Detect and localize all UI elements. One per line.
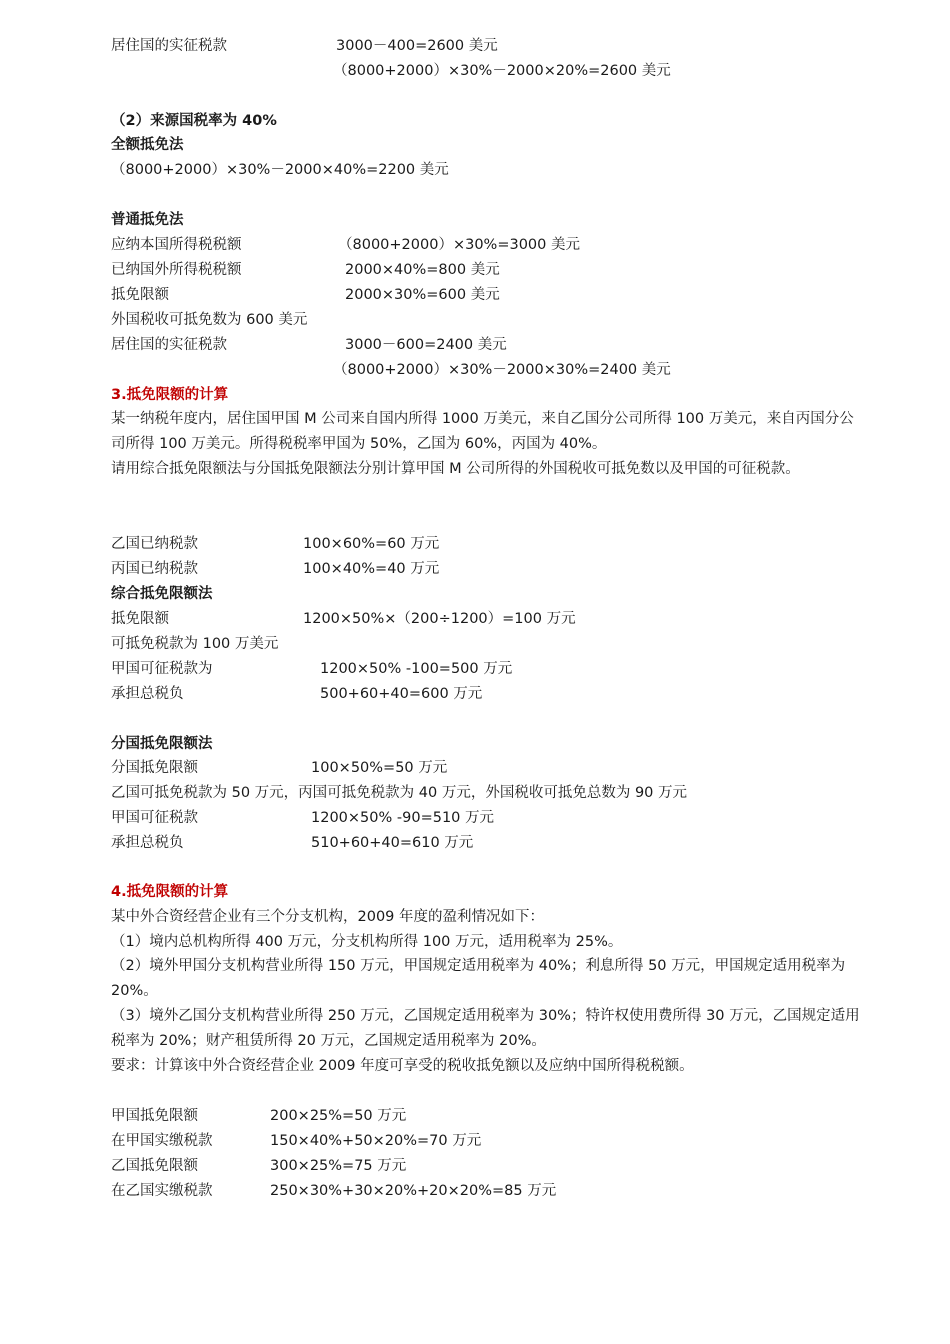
- row-value: 200×25%=50 万元: [270, 1108, 407, 1124]
- row-value: 1200×50% -100=500 万元: [320, 661, 513, 677]
- s1-row: [111, 36, 498, 56]
- row-label: 承担总税负: [111, 686, 184, 702]
- section4-title: 4.抵免限额的计算: [111, 884, 229, 900]
- s4-row: [111, 1181, 557, 1201]
- s3-sep-row: [111, 758, 448, 778]
- per-country-method-title: 分国抵免限额法: [111, 736, 213, 752]
- row-value: 300×25%=75 万元: [270, 1158, 407, 1174]
- s4-row: [111, 1131, 482, 1151]
- row-label: 甲国可征税款: [111, 810, 198, 826]
- s3-row: [111, 559, 440, 579]
- row-label: 甲国可征税款为: [111, 661, 213, 677]
- s2-row: [111, 335, 507, 355]
- row-value: 100×60%=60 万元: [303, 536, 440, 552]
- s3-comp-row: [111, 659, 513, 679]
- row-value: 100×50%=50 万元: [311, 760, 448, 776]
- row-value: 3000－600=2400 美元: [345, 337, 507, 353]
- s3-comp-row: [111, 634, 278, 654]
- row-label: 居住国的实征税款: [111, 38, 227, 54]
- s2-extra-line: （8000+2000）×30%－2000×30%=2400 美元: [333, 362, 671, 378]
- row-label: 已纳国外所得税税额: [111, 262, 242, 278]
- row-label: 乙国抵免限额: [111, 1158, 198, 1174]
- s4-row: [111, 1156, 407, 1176]
- row-label: 居住国的实征税款: [111, 337, 227, 353]
- row-value: （8000+2000）×30%=3000 美元: [338, 237, 580, 253]
- row-label: 分国抵免限额: [111, 760, 198, 776]
- section3-paragraph: 某一纳税年度内，居住国甲国 M 公司来自国内所得 1000 万美元，来自乙国分公司所得 100 万美元，来自丙国分公司所得 100 万美元。所得税税率甲国为 50%，乙国为 60%，丙国为 40%。: [111, 411, 854, 452]
- comprehensive-method-title: 综合抵免限额法: [111, 586, 213, 602]
- s2-heading: （2）来源国税率为 40%: [111, 113, 277, 129]
- row-label: 抵免限额: [111, 287, 169, 303]
- s1-row-value2: （8000+2000）×30%－2000×20%=2600 美元: [333, 63, 671, 79]
- row-label: 甲国抵免限额: [111, 1108, 198, 1124]
- row-value: 3000－400=2600 美元: [336, 38, 498, 54]
- row-value: 150×40%+50×20%=70 万元: [270, 1133, 482, 1149]
- s2-row: [111, 235, 580, 255]
- ordinary-credit-title: 普通抵免法: [111, 212, 184, 228]
- row-label: 承担总税负: [111, 835, 184, 851]
- row-label: 可抵免税款为 100 万美元: [111, 636, 279, 652]
- s4-row: [111, 1106, 407, 1126]
- row-label: 应纳本国所得税税额: [111, 237, 242, 253]
- section3-question: 请用综合抵免限额法与分国抵免限额法分别计算甲国 M 公司所得的外国税收可抵免数以及甲国的可征税款。: [111, 461, 800, 477]
- row-value: 2000×30%=600 美元: [345, 287, 500, 303]
- s3-sep-row: [111, 833, 474, 853]
- row-value: 250×30%+30×20%+20×20%=85 万元: [270, 1183, 557, 1199]
- row-value: 100×40%=40 万元: [303, 561, 440, 577]
- row-value: 2000×40%=800 美元: [345, 262, 500, 278]
- section4-item-1: （1）境内总机构所得 400 万元，分支机构所得 100 万元，适用税率为 25%。: [111, 934, 623, 950]
- s3-sep-line: 乙国可抵免税款为 50 万元，丙国可抵免税款为 40 万元，外国税收可抵免总数为 90 万元: [111, 785, 688, 801]
- section3-title: 3.抵免限额的计算: [111, 387, 229, 403]
- row-value: 500+60+40=600 万元: [320, 686, 483, 702]
- row-label: 在甲国实缴税款: [111, 1133, 213, 1149]
- row-value: 1200×50% -90=510 万元: [311, 810, 495, 826]
- section4-item-2: （2）境外甲国分支机构营业所得 150 万元，甲国规定适用税率为 40%；利息所得 50 万元，甲国规定适用税率为 20%。: [111, 958, 846, 999]
- s3-comp-row: [111, 609, 576, 629]
- full-credit-line: （8000+2000）×30%－2000×40%=2200 美元: [111, 162, 449, 178]
- s3-comp-row: [111, 684, 483, 704]
- row-value: 1200×50%×（200÷1200）=100 万元: [303, 611, 576, 627]
- s2-row: [111, 260, 500, 280]
- s2-row: [111, 310, 307, 330]
- row-label: 外国税收可抵免数为 600 美元: [111, 312, 308, 328]
- row-label: 乙国已纳税款: [111, 536, 198, 552]
- full-credit-title: 全额抵免法: [111, 137, 184, 153]
- s3-sep-row: [111, 808, 495, 828]
- row-label: 在乙国实缴税款: [111, 1183, 213, 1199]
- s2-row: [111, 285, 500, 305]
- s3-row: [111, 534, 440, 554]
- section4-item-3: （3）境外乙国分支机构营业所得 250 万元，乙国规定适用税率为 30%；特许权使用费所得 30 万元，乙国规定适用税率为 20%；财产租赁所得 20 万元，乙国规定适用税率为 20%。: [111, 1008, 860, 1049]
- row-label: 丙国已纳税款: [111, 561, 198, 577]
- row-label: 抵免限额: [111, 611, 169, 627]
- section4-intro: 某中外合资经营企业有三个分支机构，2009 年度的盈利情况如下：: [111, 909, 545, 925]
- row-value: 510+60+40=610 万元: [311, 835, 474, 851]
- section4-requirement: 要求：计算该中外合资经营企业 2009 年度可享受的税收抵免额以及应纳中国所得税税额。: [111, 1058, 694, 1074]
